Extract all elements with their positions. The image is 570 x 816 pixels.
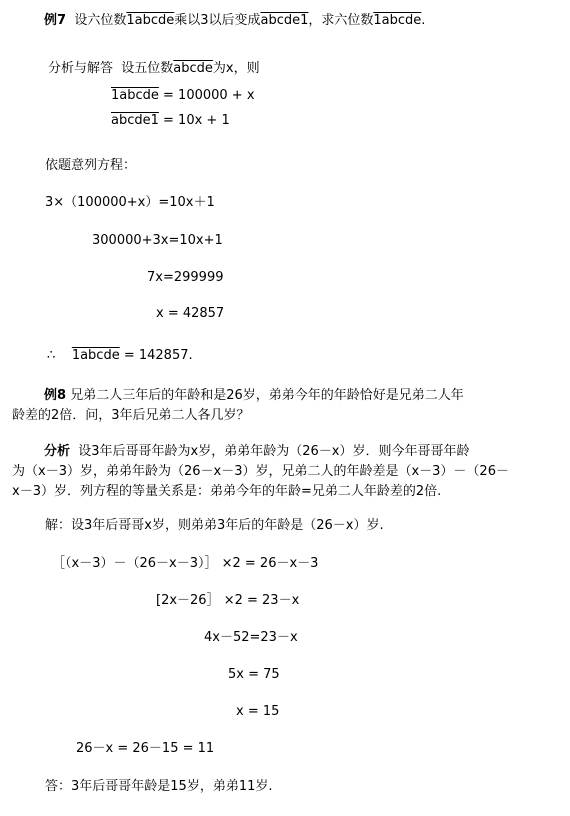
solution8-intro: 解：设3年后哥哥x岁，则弟弟3年后的年龄是（26－x）岁.	[45, 518, 384, 533]
analysis7-eq1-rest: = 100000 + x	[158, 88, 255, 103]
analysis7-set-text-2: 为x，则	[212, 61, 260, 76]
analysis7-heading: 分析与解答	[48, 61, 114, 76]
solve7-line-4: x = 42857	[156, 306, 225, 321]
analysis7-eq1-number: 1abcde	[111, 88, 159, 103]
solution8-line-3: 4x－52=23－x	[204, 630, 298, 645]
solution8-line-6: 26－x = 26－15 = 11	[76, 741, 215, 756]
example8-text-1: 兄弟二人三年后的年龄和是26岁，弟弟今年的年龄恰好是兄弟二人年	[70, 388, 464, 403]
example7-number-1abcde-2: 1abcde	[373, 13, 422, 28]
solve7-answer-number: 1abcde	[71, 348, 120, 363]
analysis7-set-text: 设五位数	[121, 61, 174, 76]
analysis7-equation-1	[111, 88, 255, 104]
analysis7-eq2-rest: = 10x + 1	[158, 113, 230, 128]
solve7-line-3: 7x=299999	[147, 270, 224, 285]
solution8-line-2: [2x－26］ ×2 = 23－x	[156, 593, 300, 608]
analysis7-line	[48, 61, 260, 77]
solution8-line-5: x = 15	[236, 704, 280, 719]
example7-text-3: ，求六位数	[308, 13, 374, 28]
solution8-line-4: 5x = 75	[228, 667, 280, 682]
analysis8-line-1	[44, 444, 469, 460]
analysis8-line-3: x－3）岁．列方程的等量关系是：弟弟今年的年龄=兄弟二人年龄差的2倍.	[12, 484, 442, 499]
solution8-line-1: ［（x－3）－（26－x－3）］ ×2 = 26－x－3	[52, 556, 319, 571]
example7-question	[44, 13, 425, 29]
analysis7-eq2-number: abcde1	[111, 113, 159, 128]
analysis7-number-abcde: abcde	[173, 61, 213, 76]
example7-text-2: 乘以3以后变成	[174, 13, 261, 28]
analysis8-text-1: 设3年后哥哥年龄为x岁，弟弟年龄为（26－x）岁．则今年哥哥年龄	[78, 444, 470, 459]
solve7-answer-rest: = 142857.	[119, 348, 193, 363]
solve7-line-1: 3×（100000+x）=10x＋1	[45, 195, 215, 210]
example8-line-1	[44, 388, 464, 404]
example7-number-abcde1: abcde1	[260, 13, 309, 28]
equation-intro: 依题意列方程：	[45, 158, 137, 173]
example8-label: 例8	[44, 388, 67, 403]
solve7-answer	[47, 348, 193, 364]
example7-label: 例7	[44, 13, 67, 28]
therefore-symbol: ∴	[47, 348, 56, 363]
example8-line-2: 龄差的2倍．问，3年后兄弟二人各几岁？	[12, 408, 250, 423]
solve7-line-2: 300000+3x=10x+1	[92, 233, 223, 248]
analysis8-label: 分析	[44, 444, 71, 459]
example7-text-1: 设六位数	[74, 13, 127, 28]
solution8-answer: 答：3年后哥哥年龄是15岁，弟弟11岁.	[45, 779, 273, 794]
example7-number-1abcde: 1abcde	[126, 13, 175, 28]
analysis8-line-2: 为（x－3）岁，弟弟年龄为（26－x－3）岁，兄弟二人的年龄差是（x－3）－（26－	[12, 464, 509, 479]
analysis7-equation-2	[111, 113, 230, 129]
example7-text-4: .	[421, 13, 426, 28]
